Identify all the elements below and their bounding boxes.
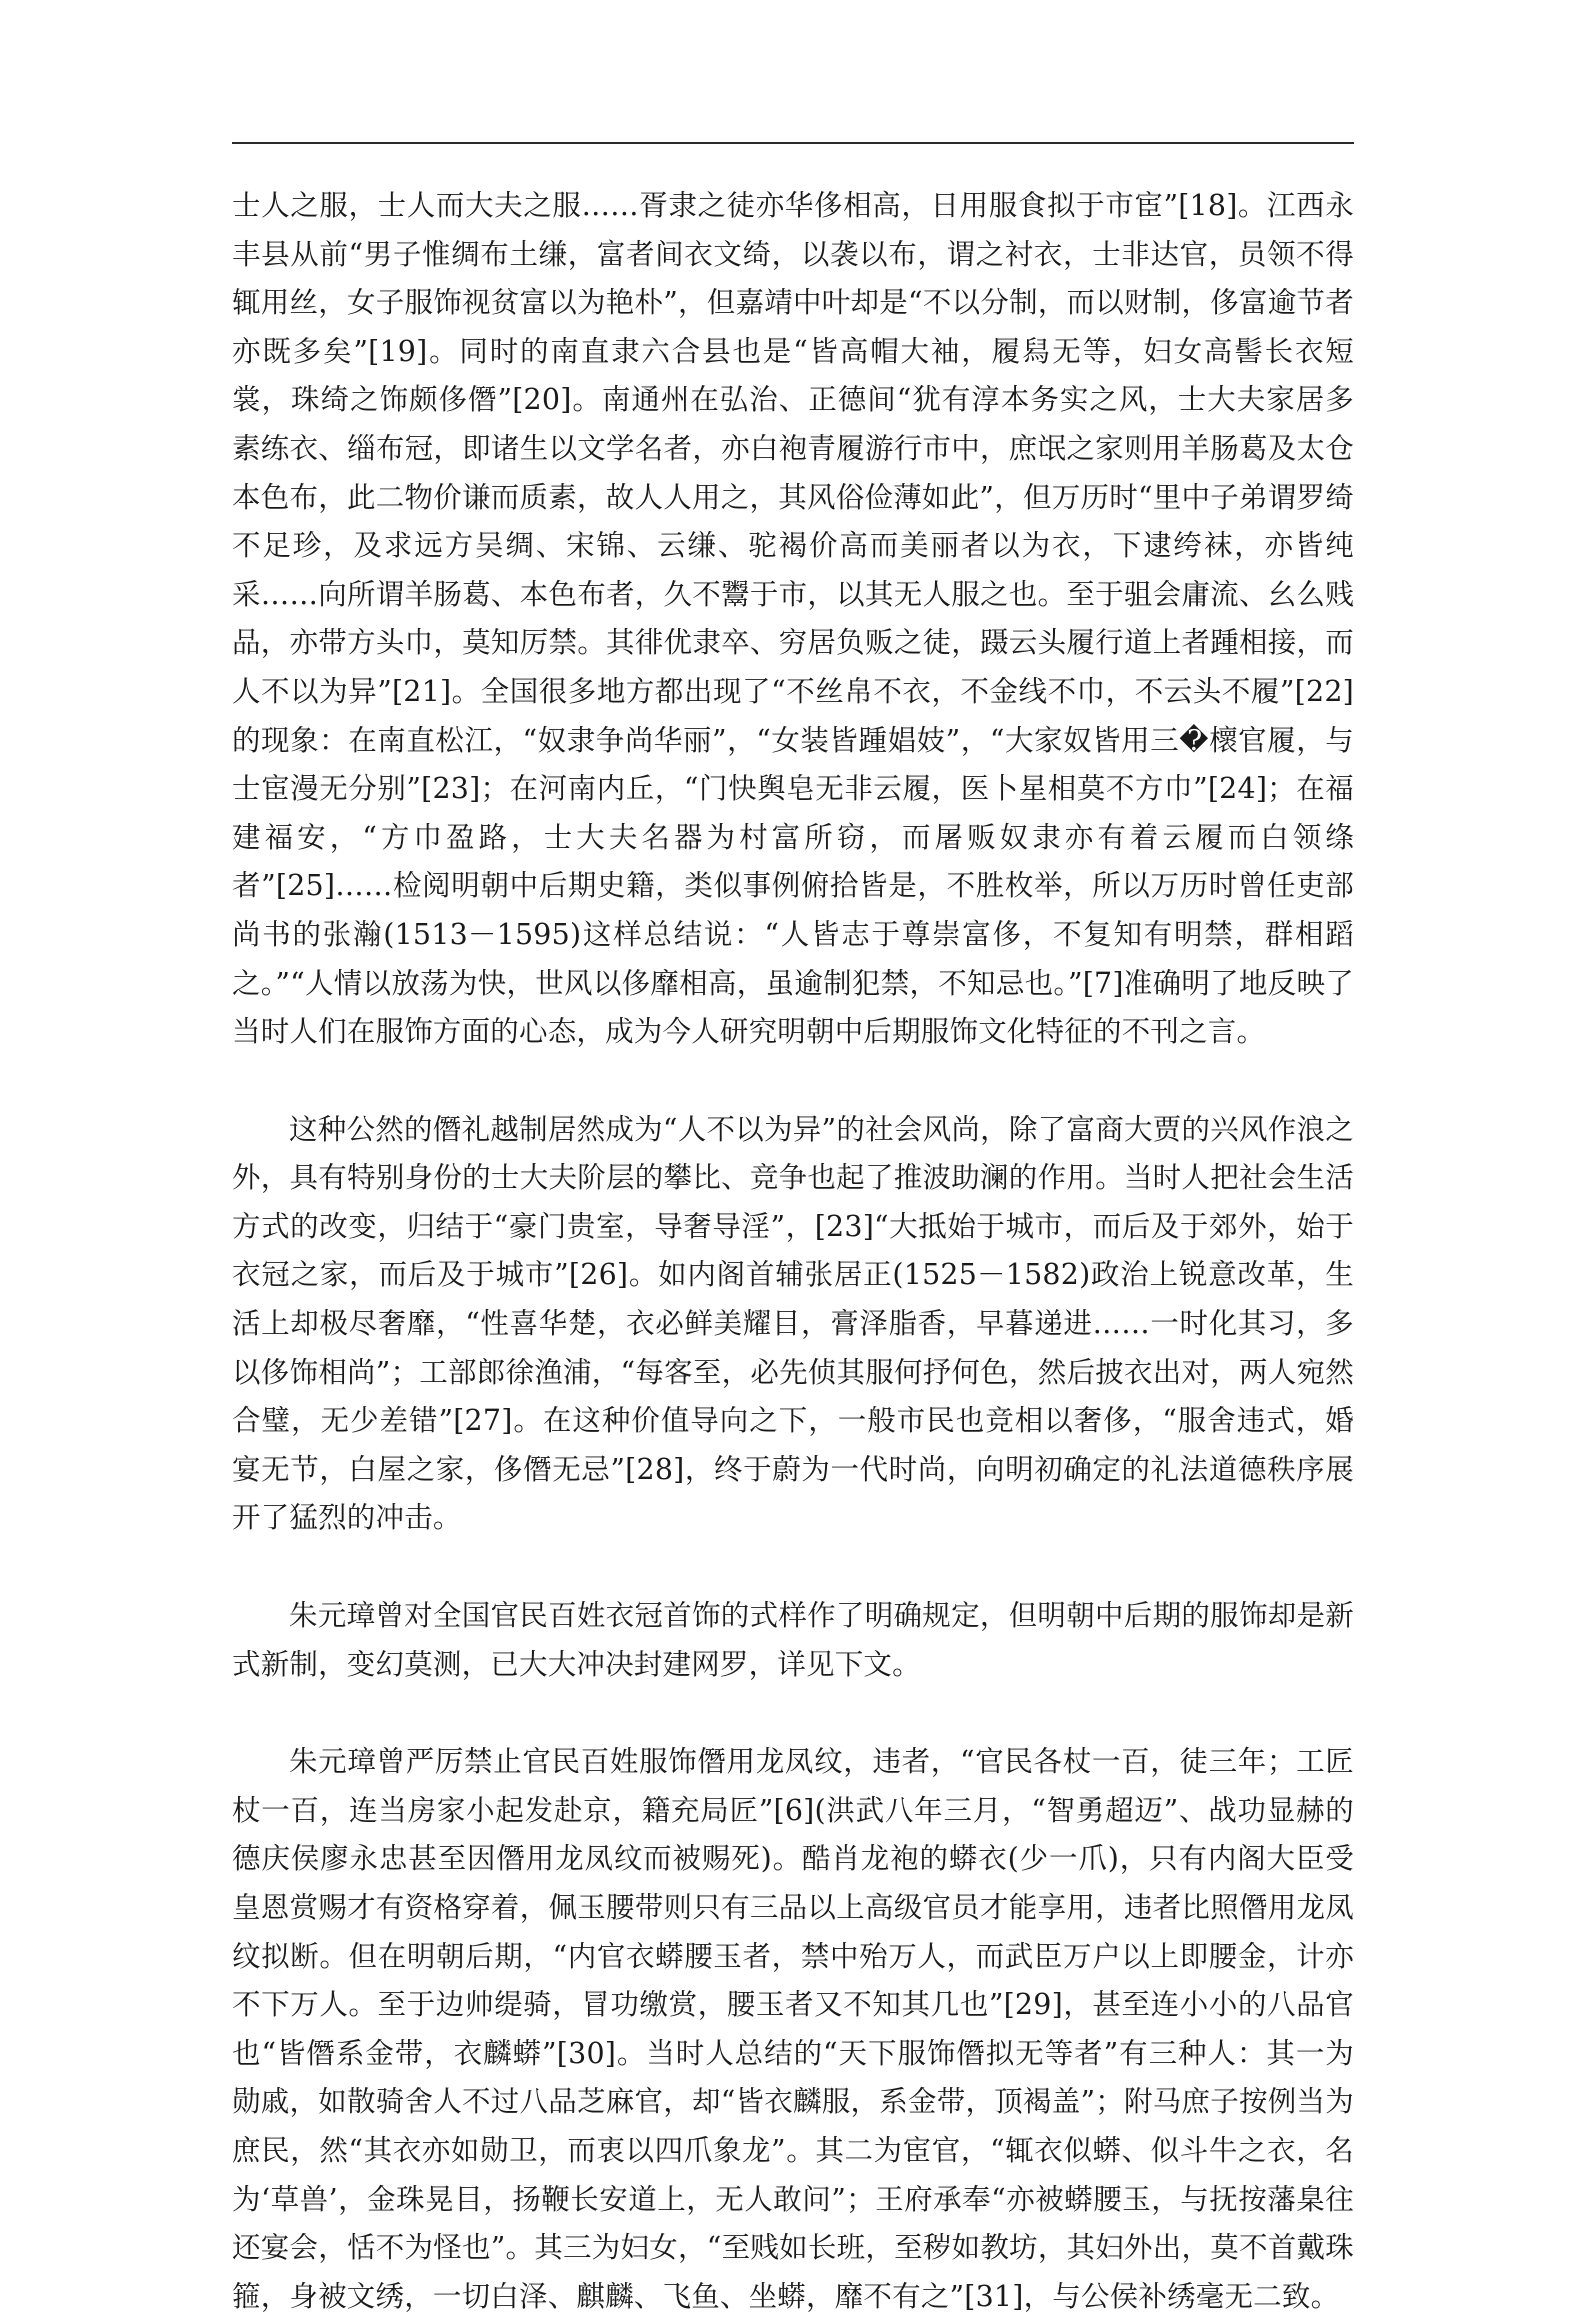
article-body [232, 182, 1354, 2321]
paragraph-4: 朱元璋曾严厉禁止官民百姓服饰僭用龙凤纹，违者，“官民各杖一百，徒三年；工匠杖一百，连当房家小起发赴京，籍充局匠”[6](洪武八年三月，“智勇超迈”、战功显赫的德庆侯廖永忠甚至因僭用龙凤纹而被赐死)。酷肖龙袍的蟒衣(少一爪)，只有内阁大臣受皇恩赏赐才有资格穿着，佩玉腰带则只有三品以上高级官员才能享用，违者比照僭用龙凤纹拟断。但在明朝后期，“内官衣蟒腰玉者，禁中殆万人，而武臣万户以上即腰金，计亦不下万人。至于边帅缇骑，冒功缴赏，腰玉者又不知其几也”[29]，甚至连小小的八品官也“皆僭系金带，衣麟蟒”[30]。当时人总结的“天下服饰僭拟无等者”有三种人：其一为勋戚，如散骑舍人不过八品芝麻官，却“皆衣麟服，系金带，顶褐盖”；附马庶子按例当为庶民，然“其衣亦如勋卫，而衷以四爪象龙”。其二为宦官，“辄衣似蟒、似斗牛之衣，名为‘草兽’，金珠晃目，扬鞭长安道上，无人敢问”；王府承奉“亦被蟒腰玉，与抚按藩臬往还宴会，恬不为怪也”。其三为妇女，“至贱如长班，至秽如教坊，其妇外出，莫不首戴珠箍，身被文绣，一切白泽、麒麟、飞鱼、坐蟒，靡不有之”[31]，与公侯补绣毫无二致。 [232, 1745, 1355, 2313]
header-rule [232, 142, 1354, 144]
paragraph-1: 士人之服，士人而大夫之服……胥隶之徒亦华侈相高，日用服食拟于市宦”[18]。江西永丰县从前“男子惟绸布土缣，富者间衣文绮，以袭以布，谓之衬衣，士非达官，员领不得辄用丝，女子服饰视贫富以为艳朴”，但嘉靖中叶却是“不以分制，而以财制，侈富逾节者亦既多矣”[19]。同时的南直隶六合县也是“皆高帽大袖，履舄无等，妇女高髻长衣短裳，珠绮之饰颇侈僭”[20]。南通州在弘治、正德间“犹有淳本务实之风，士大夫家居多素练衣、缁布冠，即诸生以文学名者，亦白袍青履游行市中，庶氓之家则用羊肠葛及太仓本色布，此二物价谦而质素，故人人用之，其风俗俭薄如此”，但万历时“里中子弟谓罗绮不足珍，及求远方吴绸、宋锦、云缣、驼褐价高而美丽者以为衣，下逮绔袜，亦皆纯采……向所谓羊肠葛、本色布者，久不鬻于市，以其无人服之也。至于驵会庸流、幺么贱品，亦带方头巾，莫知厉禁。其徘优隶卒、穷居负贩之徒，蹑云头履行道上者踵相接，而人不以为异”[21]。全国很多地方都出现了“不丝帛不衣，不金线不巾，不云头不履”[22]的现象：在南直松江，“奴隶争尚华丽”，“女装皆踵娼妓”，“大家奴皆用三�櫰官履，与士宦漫无分别”[23]；在河南内丘，“门快舆皂无非云履，医卜星相莫不方巾”[24]；在福建福安，“方巾盈路，士大夫名器为村富所窃，而屠贩奴隶亦有着云履而白领绦者”[25]……检阅明朝中后期史籍，类似事例俯拾皆是，不胜枚举，所以万历时曾任吏部尚书的张瀚(1513－1595)这样总结说：“人皆志于尊崇富侈，不复知有明禁，群相蹈之。”“人情以放荡为快，世风以侈靡相高，虽逾制犯禁，不知忌也。”[7]准确明了地反映了当时人们在服饰方面的心态，成为今人研究明朝中后期服饰文化特征的不刊之言。 [232, 189, 1354, 1049]
paragraph-2: 这种公然的僭礼越制居然成为“人不以为异”的社会风尚，除了富商大贾的兴风作浪之外，具有特别身份的士大夫阶层的攀比、竞争也起了推波助澜的作用。当时人把社会生活方式的改变，归结于“豪门贵室，导奢导淫”，[23]“大抵始于城市，而后及于郊外，始于衣冠之家，而后及于城市”[26]。如内阁首辅张居正(1525－1582)政治上锐意改革，生活上却极尽奢靡，“性喜华楚，衣必鲜美耀目，膏泽脂香，早暮递进……一时化其习，多以侈饰相尚”；工部郎徐渔浦，“每客至，必先侦其服何抒何色，然后披衣出对，两人宛然合璧，无少差错”[27]。在这种价值导向之下，一般市民也竞相以奢侈，“服舍违式，婚宴无节，白屋之家，侈僭无忌”[28]，终于蔚为一代时尚，向明初确定的礼法道德秩序展开了猛烈的冲击。 [232, 1112, 1354, 1535]
paragraph-3: 朱元璋曾对全国官民百姓衣冠首饰的式样作了明确规定，但明朝中后期的服饰却是新式新制，变幻莫测，已大大冲决封建网罗，详见下文。 [232, 1599, 1354, 1681]
